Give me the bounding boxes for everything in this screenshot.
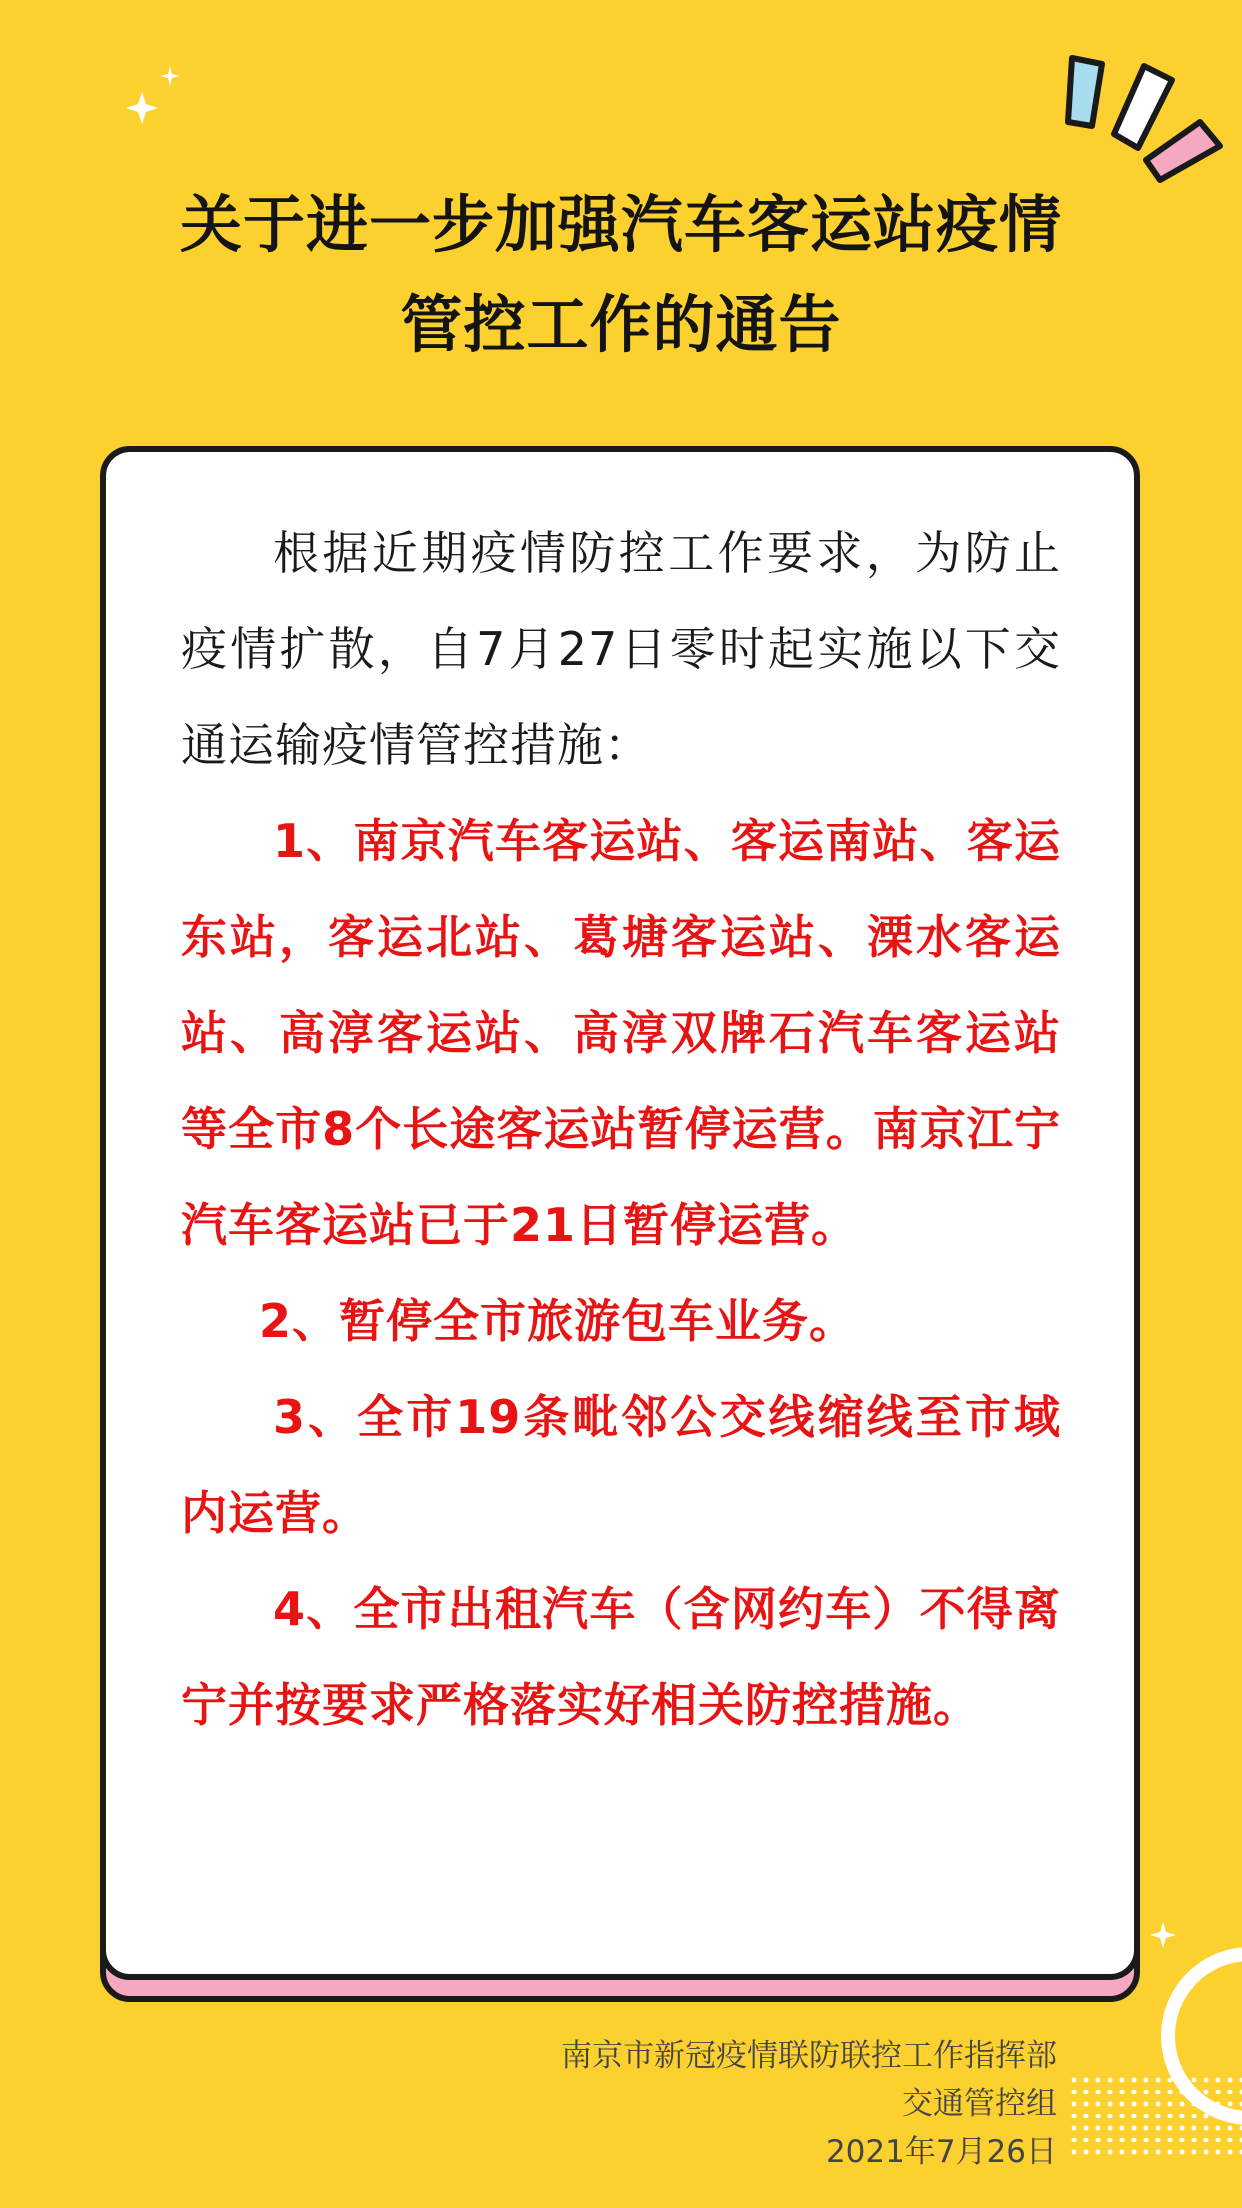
sparkle-icon bbox=[120, 62, 190, 132]
issue-date: 2021年7月26日 bbox=[825, 2134, 1057, 2170]
title-line-2: 管控工作的通告 bbox=[400, 288, 842, 361]
page-title bbox=[0, 175, 1242, 375]
issuer-signature bbox=[561, 2032, 1057, 2176]
measure-item-3: 3、全市19条毗邻公交线缩线至市域内运营。 bbox=[181, 1390, 1061, 1540]
notice-content bbox=[181, 505, 1061, 1753]
measure-item-1: 1、南京汽车客运站、客运南站、客运东站，客运北站、葛塘客运站、溧水客运站、高淳客运站、高淳双牌石汽车客运站等全市8个长途客运站暂停运营。南京江宁汽车客运站已于21日暂停运营。 bbox=[181, 814, 1061, 1252]
stripes-decoration-icon bbox=[1060, 50, 1242, 190]
intro-paragraph: 根据近期疫情防控工作要求，为防止疫情扩散，自7月27日零时起实施以下交通运输疫情管控措施： bbox=[181, 526, 1061, 772]
issuer-dept: 交通管控组 bbox=[902, 2086, 1057, 2122]
issuer-org: 南京市新冠疫情联防联控工作指挥部 bbox=[561, 2038, 1057, 2074]
dot-grid-decoration-icon bbox=[1070, 2076, 1242, 2156]
measure-item-2: 2、暂停全市旅游包车业务。 bbox=[259, 1294, 857, 1348]
title-line-1: 关于进一步加强汽车客运站疫情 bbox=[179, 188, 1062, 261]
measure-item-4: 4、全市出租汽车（含网约车）不得离宁并按要求严格落实好相关防控措施。 bbox=[181, 1582, 1061, 1732]
